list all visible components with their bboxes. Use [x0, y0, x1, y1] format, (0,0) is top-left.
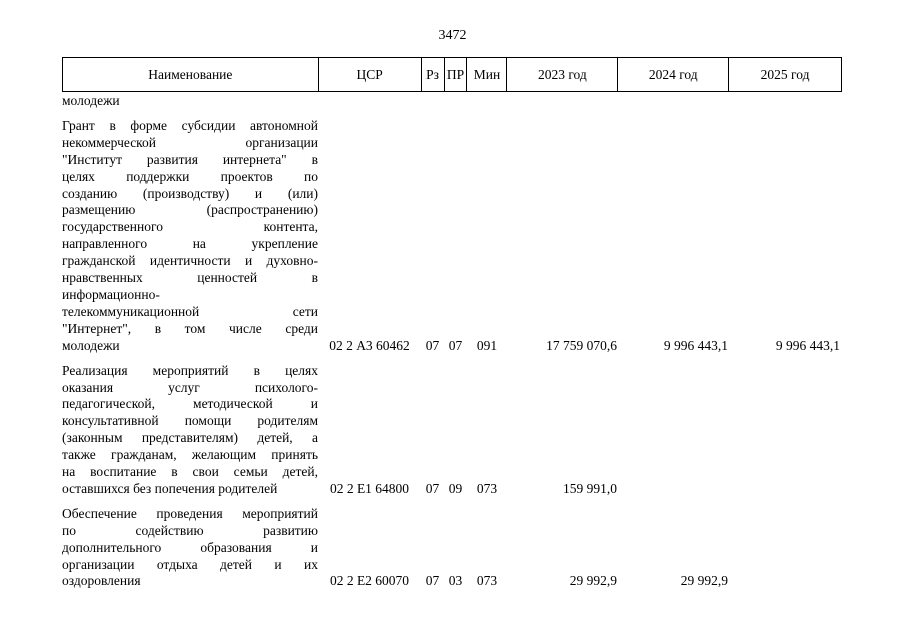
row-name-line: оставшихся без попечения родителей: [62, 480, 278, 496]
row-name-line: организации отдыха детей и их: [62, 556, 318, 572]
row-2023: 159 991,0: [563, 480, 617, 496]
row-name-line: телекоммуникационной сети: [62, 303, 318, 319]
row-csr: 02 2 А3 60462: [329, 337, 410, 353]
row-rz: 07: [425, 573, 440, 589]
table-row: [62, 506, 842, 591]
row-name-line: размещению (распространению): [62, 202, 318, 218]
row-2024: 29 992,9: [680, 573, 728, 589]
row-name-line: молодежи: [62, 337, 120, 353]
header-csr: ЦСР: [319, 58, 422, 91]
table-row: [62, 118, 842, 355]
header-pr: ПР: [445, 58, 468, 91]
row-name-line: некоммерческой организации: [62, 134, 318, 150]
row-name: [62, 118, 318, 355]
header-min: Мин: [467, 58, 507, 91]
row-name-line: (законным представителям) детей, а: [62, 430, 318, 446]
table-header: [62, 57, 842, 92]
row-name-line: оказания услуг психолого-: [62, 379, 318, 395]
continuation-text: молодежи: [62, 93, 120, 108]
row-name-line: Грант в форме субсидии автономной: [62, 117, 318, 133]
row-min: 073: [476, 480, 498, 496]
page-number: 3472: [438, 28, 467, 43]
continuation-row: [62, 93, 842, 110]
row-name-line: Обеспечение проведения мероприятий: [62, 505, 318, 521]
table-rows: [62, 118, 842, 590]
row-name-line: целях поддержки проектов по: [62, 168, 318, 184]
header-rz: Рз: [422, 58, 445, 91]
table-row: [62, 363, 842, 498]
row-2023: 17 759 070,6: [546, 337, 617, 353]
row-name: [62, 506, 318, 591]
row-2024: 9 996 443,1: [663, 337, 728, 353]
row-pr: 03: [448, 573, 463, 589]
row-name-line: также гражданам, желающим принять: [62, 447, 318, 463]
header-2024: 2024 год: [618, 58, 729, 91]
row-2025: 9 996 443,1: [775, 337, 840, 353]
row-name-line: гражданской идентичности и духовно-: [62, 253, 318, 269]
row-name-line: дополнительного образования и: [62, 539, 318, 555]
row-name-line: консультативной помощи родителям: [62, 413, 318, 429]
row-min: 091: [476, 337, 498, 353]
row-name-line: государственного контента,: [62, 219, 318, 235]
header-2023: 2023 год: [507, 58, 618, 91]
row-min: 073: [476, 573, 498, 589]
row-name-line: педагогической, методической и: [62, 396, 318, 412]
row-name-line: "Институт развития интернета" в: [62, 151, 318, 167]
row-rz: 07: [425, 337, 440, 353]
row-name-line: Реализация мероприятий в целях: [62, 362, 318, 378]
row-pr: 09: [448, 480, 463, 496]
row-pr: 07: [448, 337, 463, 353]
row-name-line: по содействию развитию: [62, 522, 318, 538]
row-name: [62, 363, 318, 498]
row-name-line: нравственных ценностей в: [62, 270, 318, 286]
row-name-line: созданию (производству) и (или): [62, 185, 318, 201]
row-name-line: на воспитание в свои семьи детей,: [62, 464, 318, 480]
row-name-line: направленного на укрепление: [62, 236, 318, 252]
row-rz: 07: [425, 480, 440, 496]
row-name-line: оздоровления: [62, 573, 141, 589]
table-body: [62, 93, 842, 590]
header-2025: 2025 год: [760, 66, 810, 82]
row-csr: 02 2 Е2 60070: [329, 573, 410, 589]
row-name-line: "Интернет", в том числе среди: [62, 320, 318, 336]
row-name-line: информационно-: [62, 286, 160, 302]
row-csr: 02 2 Е1 64800: [329, 480, 410, 496]
header-name: Наименование: [63, 58, 319, 91]
row-2023: 29 992,9: [569, 573, 617, 589]
